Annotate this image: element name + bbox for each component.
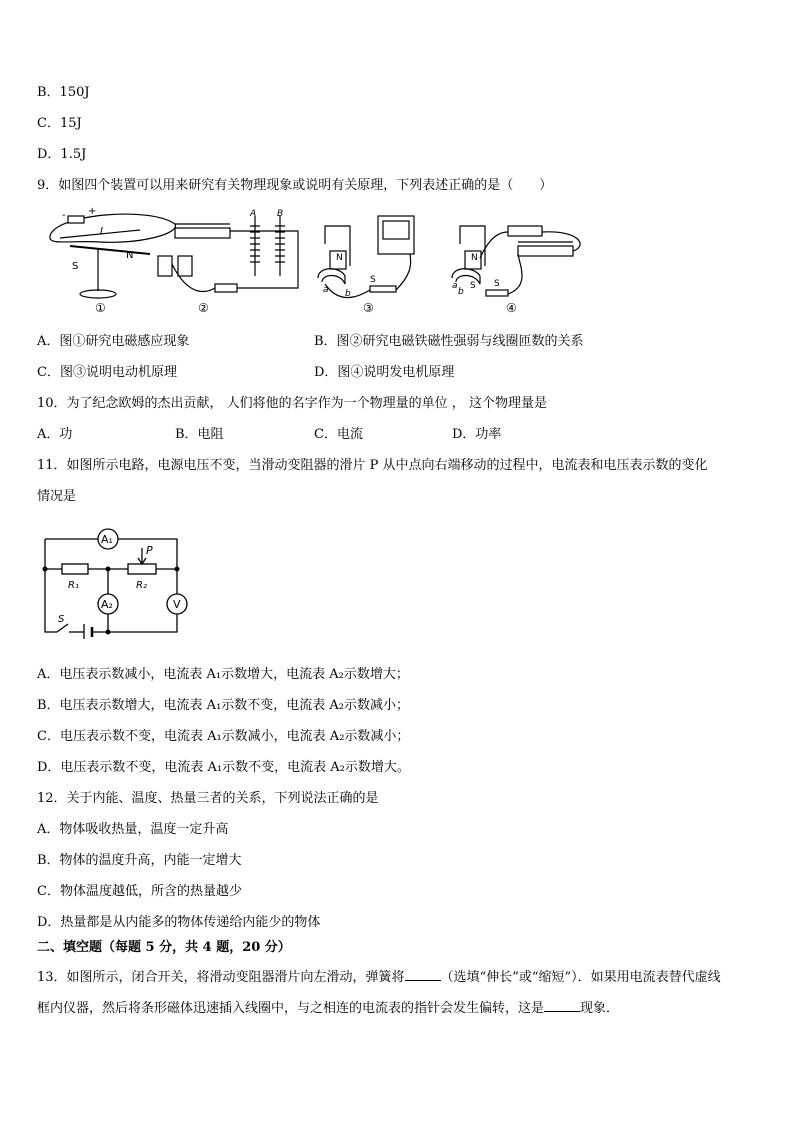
q10-stem: 10．为了纪念欧姆的杰出贡献， 人们将他的名字作为一个物理量的单位 ， 这个物理量是 — [37, 396, 547, 411]
fig1-n-label: N — [126, 250, 134, 261]
prev-option-c: C．15J — [37, 116, 82, 131]
resistor-r2-label: R₂ — [136, 580, 147, 591]
switch-s-label: S — [58, 614, 65, 625]
fig3-a-label: a — [323, 285, 329, 295]
q9-option-a: A．图①研究电磁感应现象 — [37, 334, 190, 349]
q12-option-d: D．热量都是从内能多的物体传递给内能少的物体 — [37, 915, 321, 930]
fig3-n-label: N — [336, 253, 343, 263]
q11-option-c: C．电压表示数不变，电流表 A₁示数减小，电流表 A₂示数减小； — [37, 729, 410, 744]
fig4-b-label: b — [458, 287, 464, 297]
q12-option-a: A．物体吸收热量，温度一定升高 — [37, 822, 229, 837]
fig3-b-label: b — [345, 289, 351, 299]
figure-2-label: ② — [198, 301, 209, 315]
q11-option-b: B．电压表示数增大，电流表 A₁示数不变，电流表 A₂示数减小； — [37, 698, 410, 713]
q13-line2 — [37, 999, 619, 1018]
q11-option-d: D．电压表示数不变，电流表 A₁示数不变，电流表 A₂示数增大。 — [37, 760, 410, 775]
q10-option-a: A．功 — [37, 427, 73, 442]
prev-option-b: B．150J — [37, 85, 90, 100]
q12-stem: 12．关于内能、温度、热量三者的关系，下列说法正确的是 — [37, 791, 379, 806]
figure-1-label: ① — [95, 301, 106, 315]
q9-option-b: B．图②研究电磁铁磁性强弱与线圈匝数的关系 — [314, 334, 584, 349]
q13-text-part2: （选填“伸长”或“缩短”）．如果用电流表替代虚线 — [440, 970, 721, 985]
fig1-minus: - — [62, 210, 66, 221]
fig4-s-label: S — [470, 281, 476, 291]
fig2-a-label: A — [250, 209, 257, 219]
slider-p-label: P — [146, 544, 153, 557]
q13-text-part1: 13．如图所示，闭合开关，将滑动变阻器滑片向左滑动，弹簧将 — [37, 970, 405, 985]
q13-blank-2 — [544, 999, 580, 1012]
fig3-s-label: S — [370, 275, 376, 285]
q9-option-d: D．图④说明发电机原理 — [314, 365, 455, 380]
figure-3-label: ③ — [363, 301, 374, 315]
prev-option-d: D．1.5J — [37, 147, 87, 162]
q11-circuit-diagram — [40, 524, 190, 639]
q10-option-c: C．电流 — [314, 427, 363, 442]
q13-text-part3: 框内仪器，然后将条形磁体迅速插入线圈中，与之相连的电流表的指针会发生偏转，这是 — [37, 1001, 545, 1016]
q11-option-a: A．电压表示数减小，电流表 A₁示数增大，电流表 A₂示数增大； — [37, 667, 409, 682]
figure-2-apparatus — [158, 216, 298, 292]
q9-figures — [40, 206, 600, 321]
figure-1-apparatus — [50, 214, 176, 298]
resistor-r1-label: R₁ — [68, 580, 79, 591]
fig1-s-label: S — [72, 261, 79, 272]
q9-option-c: C．图③说明电动机原理 — [37, 365, 177, 380]
fig2-b-label: B — [277, 209, 284, 219]
q10-option-b: B．电阻 — [175, 427, 224, 442]
q10-option-d: D．功率 — [452, 427, 502, 442]
section-heading: 二、填空题（每题 5 分，共 4 题，20 分） — [37, 940, 291, 955]
fig4-a-label: a — [452, 281, 458, 291]
meter-a1-label: A₁ — [101, 533, 113, 546]
figure-4-label: ④ — [506, 301, 517, 315]
meter-v-label: V — [173, 598, 181, 611]
meter-a2-label: A₂ — [101, 598, 113, 611]
fig4-n-label: N — [471, 253, 478, 263]
fig1-plus: + — [88, 206, 97, 217]
figure-3-apparatus — [318, 216, 414, 298]
q13-text-part4: 现象． — [580, 1001, 620, 1016]
q12-option-c: C．物体温度越低，所含的热量越少 — [37, 884, 242, 899]
q12-option-b: B．物体的温度升高，内能一定增大 — [37, 853, 242, 868]
q11-stem-line1: 11．如图所示电路，电源电压不变，当滑动变阻器的滑片 P 从中点向右端移动的过程中，电流表和电压表示数的变化 — [37, 458, 708, 473]
q13-blank-1 — [405, 968, 441, 981]
fig4-s2-label: S — [494, 279, 500, 289]
q11-stem-line2: 情况是 — [37, 489, 77, 504]
fig1-current-label: I — [100, 226, 103, 237]
q13-line1 — [37, 968, 721, 987]
q9-stem: 9．如图四个装置可以用来研究有关物理现象或说明有关原理，下列表述正确的是（ ） — [37, 178, 553, 193]
